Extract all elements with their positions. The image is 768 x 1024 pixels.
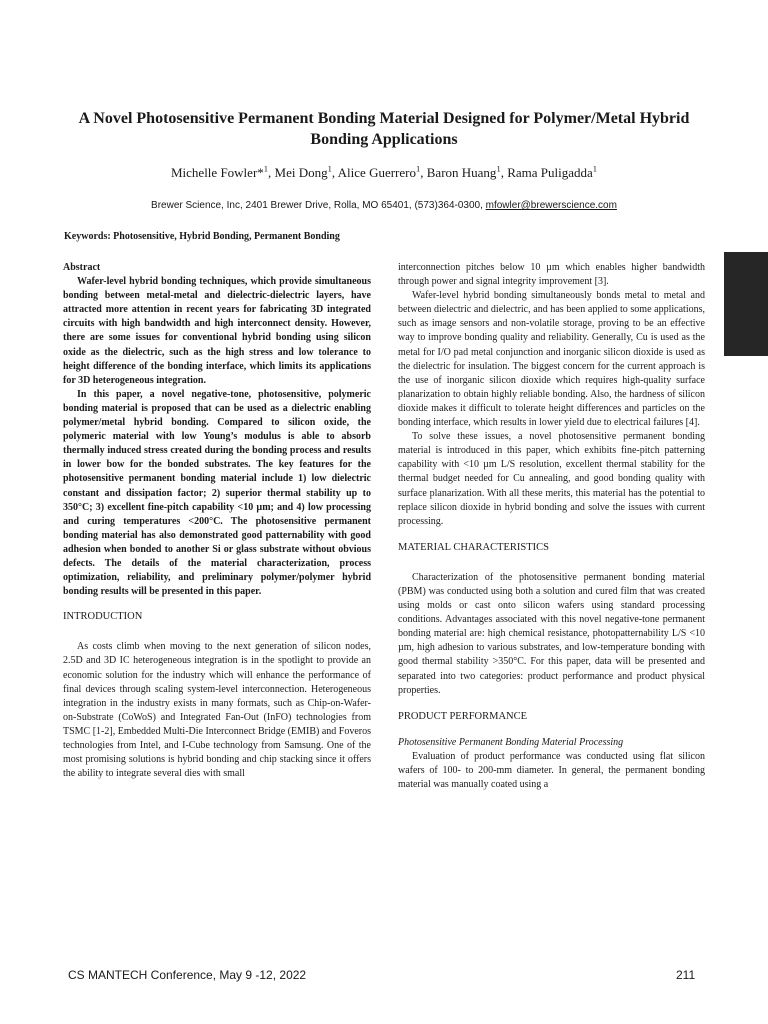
introduction-paragraph: As costs climb when moving to the next generation of silicon nodes, 2.5D and 3D IC heterogeneous integration is in the spotlight to provide an economic solution for the industry which will enhance the performance of final devices through scaling system-level interconnection. Heterogeneous integration in the industry exists in many formats, such as Chip-on-Wafer-on-Substrate (CoWoS) and Integrated Fan-Out (InFO) technologies from TSMC [1-2], Embedded Multi-Die Interconnect Bridge (EMIB) and Foveros technologies from Intel, and I-Cube technology from Samsung. One of the most promising solutions is hybrid bonding and chip stacking since it offers the ability to integrate several dies with small [63, 641, 371, 780]
affiliation-address: Brewer Science, Inc, 2401 Brewer Drive, Rolla, MO 65401, (573)364-0300, [151, 200, 486, 211]
author-name: Alice Guerrero [337, 165, 416, 180]
affiliation [60, 199, 708, 213]
page-edge-tab [724, 252, 768, 356]
introduction-paragraph: Wafer-level hybrid bonding simultaneously bonds metal to metal and between dielectric and dielectric, and has been applied to some applications, such as image sensors and non-volatile storage, proving to be an effective way to improve bonding quality and reliability. Generally, Cu is used as the metal for I/O pad metal conjunction and inorganic silicon dioxide is used as the dielectric for insulation. The biggest concern for the current approach is the use of inorganic silicon dioxide which requires high-quality surface planarization to obtain highly reliable bonding. Also, the hardness of silicon dioxide makes it difficult to tolerate height differences and particles on the bonding interface, which results in lower yield due to electrical failures [4]. [398, 290, 705, 429]
author-affil-mark: 1 [263, 163, 269, 174]
paper-title: A Novel Photosensitive Permanent Bonding Material Designed for Polymer/Metal Hybrid Bonding Applications [78, 110, 690, 148]
author-list: Michelle Fowler*$^1$, Mei Dong$^1$, Alice Guerrero$^1$, Baron Huang$^1$, Rama Puligadda$^1$ [170, 163, 598, 180]
author-affil-mark: 1 [327, 163, 332, 174]
author-affil-mark: 1 [416, 163, 421, 174]
author-name: Baron Huang [426, 165, 497, 180]
right-column [398, 261, 705, 792]
page-number: 211 [676, 968, 696, 982]
author-affil-mark: 1 [592, 163, 598, 174]
material-heading: MATERIAL CHARACTERISTICS [398, 541, 549, 553]
introduction-heading: INTRODUCTION [63, 611, 143, 623]
material-paragraph: Characterization of the photosensitive permanent bonding material (PBM) was conducted using both a solution and cured film that was created using molds or cast onto silicon wafers using standard processing conditions. Advantages associated with this novel negative-tone permanent bonding material are: high chemical resistance, photopatternability L/S <10 µm, high adhesion to various substrates, and low-temperature bonding with good thermal stability >350°C. For this paper, data will be presented and separated into two categories: product performance and product physical properties. [398, 571, 705, 696]
performance-heading: PRODUCT PERFORMANCE [398, 710, 528, 722]
author-affil-mark: 1 [496, 163, 501, 174]
author-name: Michelle Fowler* [170, 165, 264, 180]
email-link[interactable]: mfowler@brewerscience.com [485, 200, 617, 211]
performance-paragraph: Evaluation of product performance was conducted using flat silicon wafers of 100- to 200-mm diameter. In general, the permanent bonding material was manually coated using a [398, 750, 705, 791]
left-column [63, 261, 371, 781]
introduction-paragraph-continued: interconnection pitches below 10 µm which enables higher bandwidth through power and signal integrity improvement [3]. [398, 262, 705, 288]
performance-subheading: Photosensitive Permanent Bonding Material Processing [398, 736, 624, 748]
author-name: Mei Dong [274, 165, 328, 180]
abstract-paragraph: Wafer-level hybrid bonding techniques, which provide simultaneous bonding between metal-metal and dielectric-dielectric layers, have attracted more attention in recent years for fabricating 3D integrated circuits with high bandwidth and high interconnect density. However, there are some issues for conventional hybrid bonding using silicon oxide as the dielectric, such as the high stress and low tolerance to height difference of the bonding interface, which limits its applications for 3D heterogeneous integration. [63, 276, 371, 386]
abstract-paragraph: In this paper, a novel negative-tone, photosensitive, polymeric bonding material is proposed that can be used as a dielectric enabling polymer/metal hybrid bonding. Compared to silicon oxide, the polymeric material with low Young’s modulus is able to absorb thermally induced stress created during the bonding process and results in lower bow for the bonded substrates. The key features for the photosensitive permanent bonding material include 1) low dielectric constant and dissipation factor; 2) superior thermal stability up to 350°C; 3) excellent fine-pitch capability <10 µm; and 4) low processing and curing temperatures <200°C. The photosensitive permanent bonding material has also demonstrated good patternability with good adhesion when bonded to another Si or glass substrate without obvious defects. The details of the material characterization, process optimization, reliability, and preliminary polymer/polymer hybrid bonding results will be presented in this paper. [63, 388, 371, 598]
footer-conference: CS MANTECH Conference, May 9 -12, 2022 [68, 968, 307, 982]
abstract-heading: Abstract [63, 262, 101, 273]
keywords: Keywords: Photosensitive, Hybrid Bonding, Permanent Bonding [64, 231, 340, 242]
author-name: Rama Puligadda [507, 165, 593, 180]
introduction-paragraph: To solve these issues, a novel photosensitive permanent bonding material is introduced in this paper, which exhibits fine-pitch patterning capability with <10 µm L/S resolution, excellent thermal stability for the thermal budget needed for Cu annealing, and good bonding quality with surface planarization. With all these merits, this material has the potential to replace silicon dioxide in hybrid bonding and solve the issues with current processing. [398, 431, 705, 527]
